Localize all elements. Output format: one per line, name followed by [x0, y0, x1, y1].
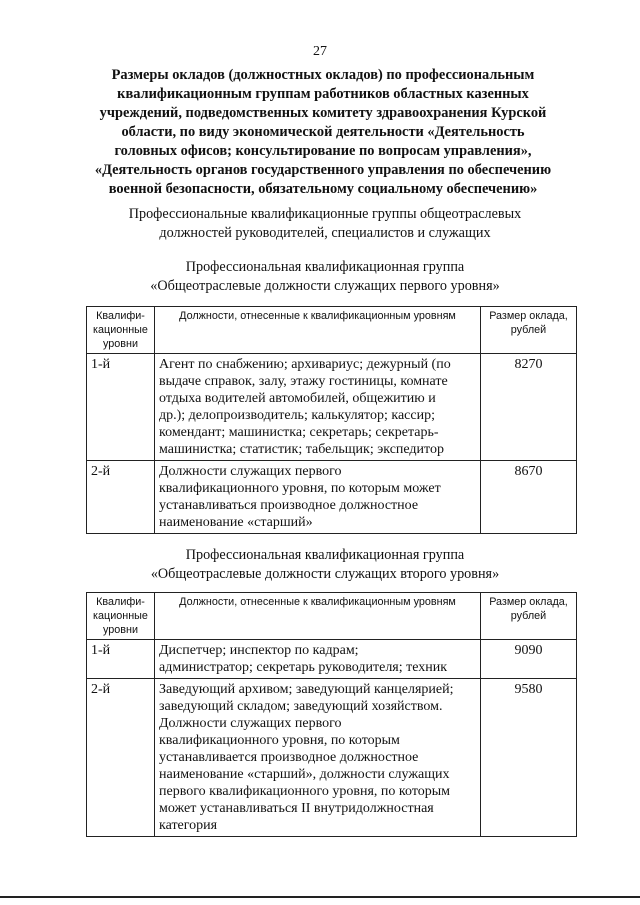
salary-cell: 8270	[481, 354, 577, 461]
group-heading-line: «Общеотраслевые должности служащих первого уровня»	[150, 278, 500, 294]
table-header-row	[87, 307, 577, 354]
group-heading-second-level	[80, 546, 570, 584]
title-line: учреждений, подведомственных комитету здравоохранения Курской	[99, 105, 547, 121]
title-line: военной безопасности, обязательному социальному обеспечению»	[108, 181, 538, 197]
section-heading-line: должностей руководителей, специалистов и служащих	[159, 225, 491, 241]
group-heading-line: Профессиональная квалификационная группа	[185, 547, 465, 563]
title-line: квалификационным группам работников областных казенных	[117, 86, 529, 102]
column-header-salary: Размер оклада, рублей	[481, 593, 577, 640]
level-cell: 2-й	[87, 679, 155, 837]
table-row	[87, 679, 577, 837]
column-header-positions: Должности, отнесенные к квалификационным уровням	[155, 307, 481, 354]
page-number: 27	[313, 44, 327, 59]
group-heading-line: «Общеотраслевые должности служащих второго уровня»	[150, 566, 500, 582]
document-title	[78, 66, 568, 199]
salary-table-second-level	[86, 592, 577, 837]
positions-cell: Агент по снабжению; архивариус; дежурный (по выдаче справок, залу, этажу гостиницы, комнате отдыха водителей автомобилей, общежитию и др.); делопроизводитель; калькулятор; кассир; комендант; машинистка; секретарь; секретарь- машинистка; статистик; табельщик; экспедитор	[155, 354, 481, 461]
title-line: «Деятельность органов государственного управления по обеспечению	[94, 162, 552, 178]
table-header-row	[87, 593, 577, 640]
title-line: головных офисов; консультирование по вопросам управления»,	[114, 143, 532, 159]
positions-cell: Должности служащих первого квалификационного уровня, по которым может устанавливаться производное должностное наименование «старший»	[155, 461, 481, 534]
level-cell: 1-й	[87, 640, 155, 679]
column-header-salary: Размер оклада, рублей	[481, 307, 577, 354]
column-header-level: Квалифи- кационные уровни	[87, 307, 155, 354]
group-heading-line: Профессиональная квалификационная группа	[185, 259, 465, 275]
column-header-positions: Должности, отнесенные к квалификационным уровням	[155, 593, 481, 640]
table-row	[87, 461, 577, 534]
section-heading	[80, 205, 570, 243]
group-heading-first-level	[80, 258, 570, 296]
title-line: области, по виду экономической деятельности «Деятельность	[121, 124, 525, 140]
salary-cell: 8670	[481, 461, 577, 534]
section-heading-line: Профессиональные квалификационные группы общеотраслевых	[128, 206, 522, 222]
salary-cell: 9580	[481, 679, 577, 837]
salary-table-first-level	[86, 306, 577, 534]
column-header-level: Квалифи- кационные уровни	[87, 593, 155, 640]
positions-cell: Заведующий архивом; заведующий канцелярией; заведующий складом; заведующий хозяйством. Должности служащих первого квалификационного уровня, по которым устанавливается производное должностное наименование «старший», должности служащих первого квалификационного уровня, по которым может устанавливаться II внутридолжностная категория	[155, 679, 481, 837]
table-row	[87, 354, 577, 461]
positions-cell: Диспетчер; инспектор по кадрам; администратор; секретарь руководителя; техник	[155, 640, 481, 679]
level-cell: 1-й	[87, 354, 155, 461]
table-row	[87, 640, 577, 679]
salary-cell: 9090	[481, 640, 577, 679]
title-line: Размеры окладов (должностных окладов) по профессиональным	[111, 67, 535, 83]
level-cell: 2-й	[87, 461, 155, 534]
scan-edge-line	[0, 896, 640, 898]
